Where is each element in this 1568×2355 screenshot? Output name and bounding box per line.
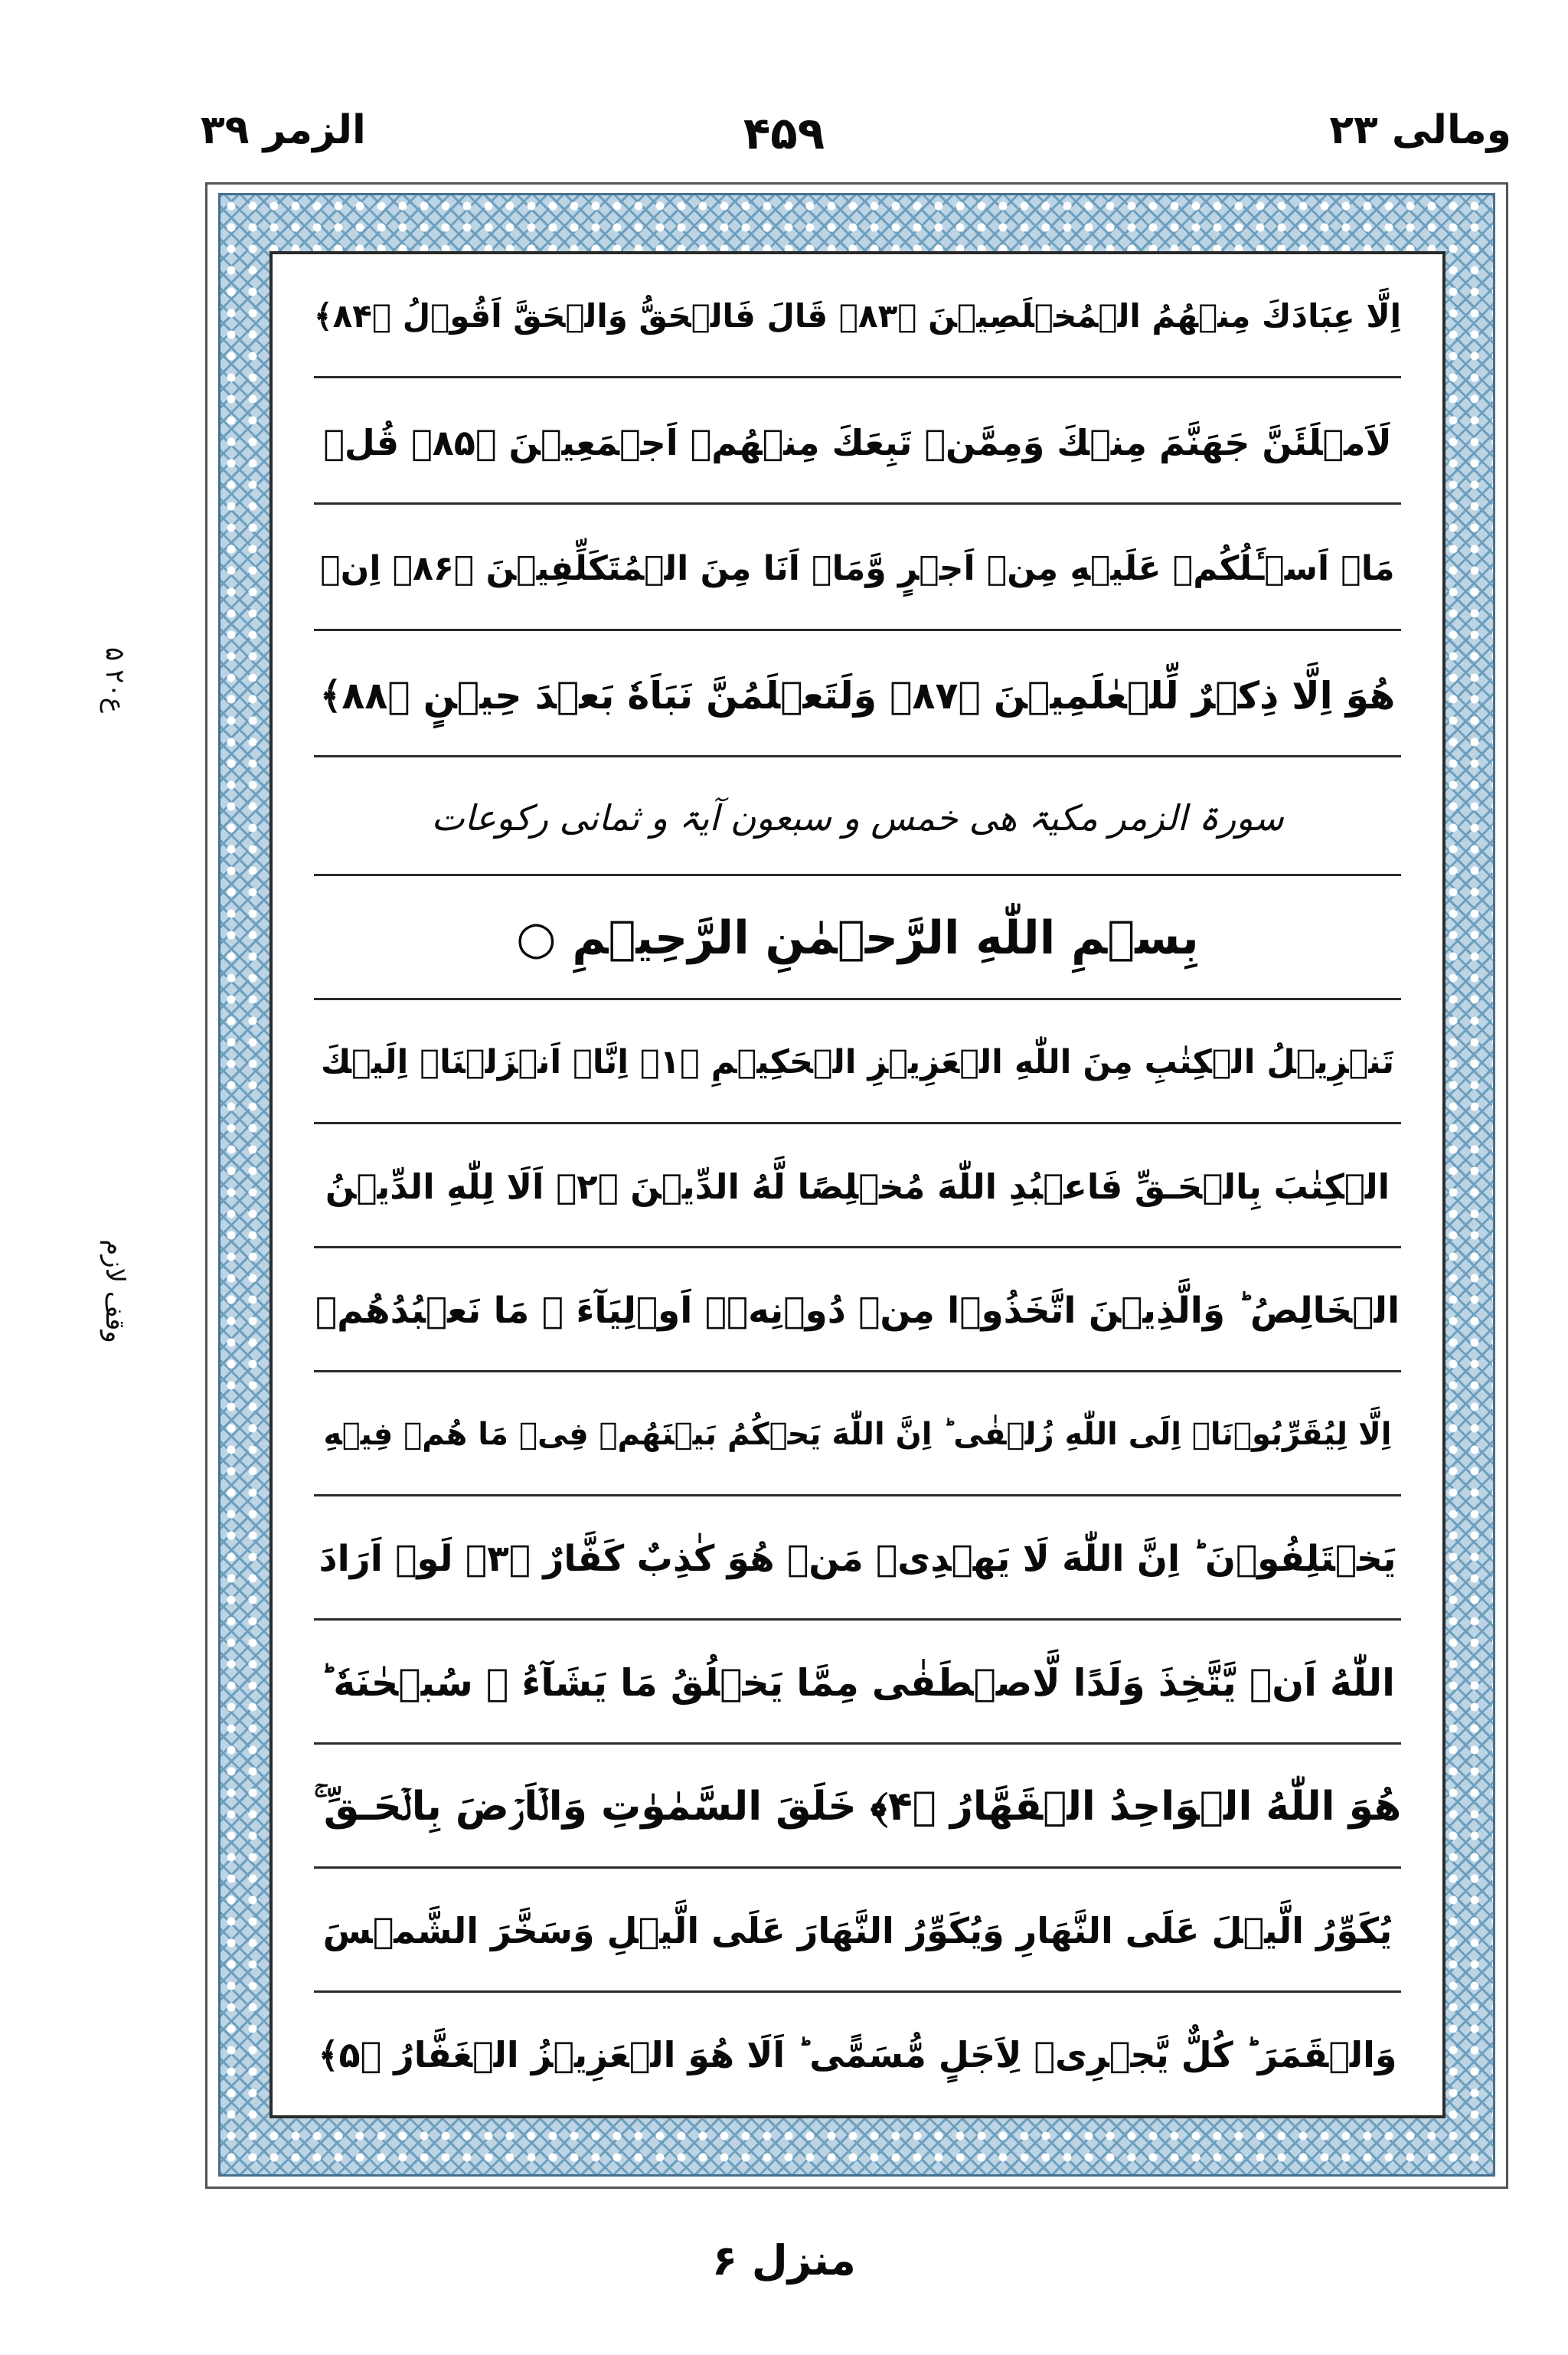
verse-line: لَاَمۡلَئَنَّ جَهَنَّمَ مِنۡكَ وَمِمَّنۡ تَبِعَكَ مِنۡهُمۡ اَجۡمَعِيۡنَ ﴿۸۵﴾ قُلۡ <box>273 381 1442 505</box>
para-label: ومالی ۲۳ <box>1329 107 1511 153</box>
verse-line: يُكَوِّرُ الَّيۡلَ عَلَى النَّهَارِ وَيُكَوِّرُ النَّهَارَ عَلَى الَّيۡلِ وَسَخَّرَ الشَّمۡسَ <box>273 1869 1442 1993</box>
verse-line: اِلَّا لِيُقَرِّبُوۡنَاۤ اِلَى اللّٰهِ زُلۡفٰى ؕ اِنَّ اللّٰهَ يَحۡكُمُ بَيۡنَهُمۡ فِىۡ مَا هُمۡ فِيۡهِ <box>273 1372 1442 1496</box>
ruku-marker: ع۲۰ ۵ <box>100 647 130 713</box>
verse-line: اِلَّا عِبَادَكَ مِنۡهُمُ الۡمُخۡلَصِيۡنَ ﴿۸۳﴾ قَالَ فَالۡحَقُّ وَالۡحَقَّ اَقُوۡلُ ﴿۸۴﴾ <box>273 254 1442 378</box>
verse-line: الۡكِتٰبَ بِالۡحَـقِّ فَاعۡبُدِ اللّٰهَ مُخۡلِصًا لَّهُ الدِّيۡنَ ﴿۲﴾ اَلَا لِلّٰهِ الدِّيۡنُ <box>273 1124 1442 1248</box>
surah-label: الزمر ۳۹ <box>201 107 366 153</box>
verse-line: الۡخَالِصُ ؕ وَالَّذِيۡنَ اتَّخَذُوۡا مِنۡ دُوۡنِهٖۤ اَوۡلِيَآءَ ۘ مَا نَعۡبُدُهُمۡ <box>273 1248 1442 1372</box>
text-panel <box>270 251 1446 2118</box>
verse-line: يَخۡتَلِفُوۡنَ ؕ اِنَّ اللّٰهَ لَا يَهۡدِىۡ مَنۡ هُوَ كٰذِبٌ كَفَّارٌ ﴿۳﴾ لَوۡ اَرَادَ <box>273 1496 1442 1621</box>
manzil-label: منزل ۶ <box>712 2236 856 2285</box>
verse-line: مَاۤ اَسۡـَٔلُكُمۡ عَلَيۡهِ مِنۡ اَجۡرٍ وَّمَاۤ اَنَا مِنَ الۡمُتَكَلِّفِيۡنَ ﴿۸۶﴾ اِنۡ <box>273 507 1442 631</box>
waqf-lazim-marker: وقف لازم <box>100 1239 130 1343</box>
verse-line: اللّٰهُ اَنۡ يَّتَّخِذَ وَلَدًا لَّاصۡطَفٰى مِمَّا يَخۡلُقُ مَا يَشَآءُ ۙ سُبۡحٰنَهٗ ؕ <box>273 1621 1442 1745</box>
verse-line: هُوَ اِلَّا ذِكۡرٌ لِّلۡعٰلَمِيۡنَ ﴿۸۷﴾ وَلَتَعۡلَمُنَّ نَبَاَهٗ بَعۡدَ حِيۡنٍ ﴿۸۸﴾ <box>273 633 1442 757</box>
verse-line: وَالۡقَمَرَ ؕ كُلٌّ يَّجۡرِىۡ لِاَجَلٍ مُّسَمًّى ؕ اَلَا هُوَ الۡعَزِيۡزُ الۡغَفَّارُ ﴿۵﴾ <box>318 2034 1397 2075</box>
verse-line: هُوَ اللّٰهُ الۡوَاحِدُ الۡقَهَّارُ ﴿۴﴾ خَلَقَ السَّمٰوٰتِ وَالۡاَرۡضَ بِالۡحَـقِّ ۚ <box>273 1745 1442 1869</box>
basmala: بِسۡمِ اللّٰهِ الرَّحۡمٰنِ الرَّحِيۡمِ ○ <box>273 876 1442 1000</box>
verse-line: تَنۡزِيۡلُ الۡكِتٰبِ مِنَ اللّٰهِ الۡعَزِيۡزِ الۡحَكِيۡمِ ﴿۱﴾ اِنَّاۤ اَنۡزَلۡنَاۤ اِلَيۡكَ <box>273 1000 1442 1124</box>
surah-heading: سورۃ الزمر مکیۃ ھی خمس و سبعون آیۃ و ثمانی رکوعات <box>273 760 1442 876</box>
page-number: ۴۵۹ <box>743 107 825 159</box>
